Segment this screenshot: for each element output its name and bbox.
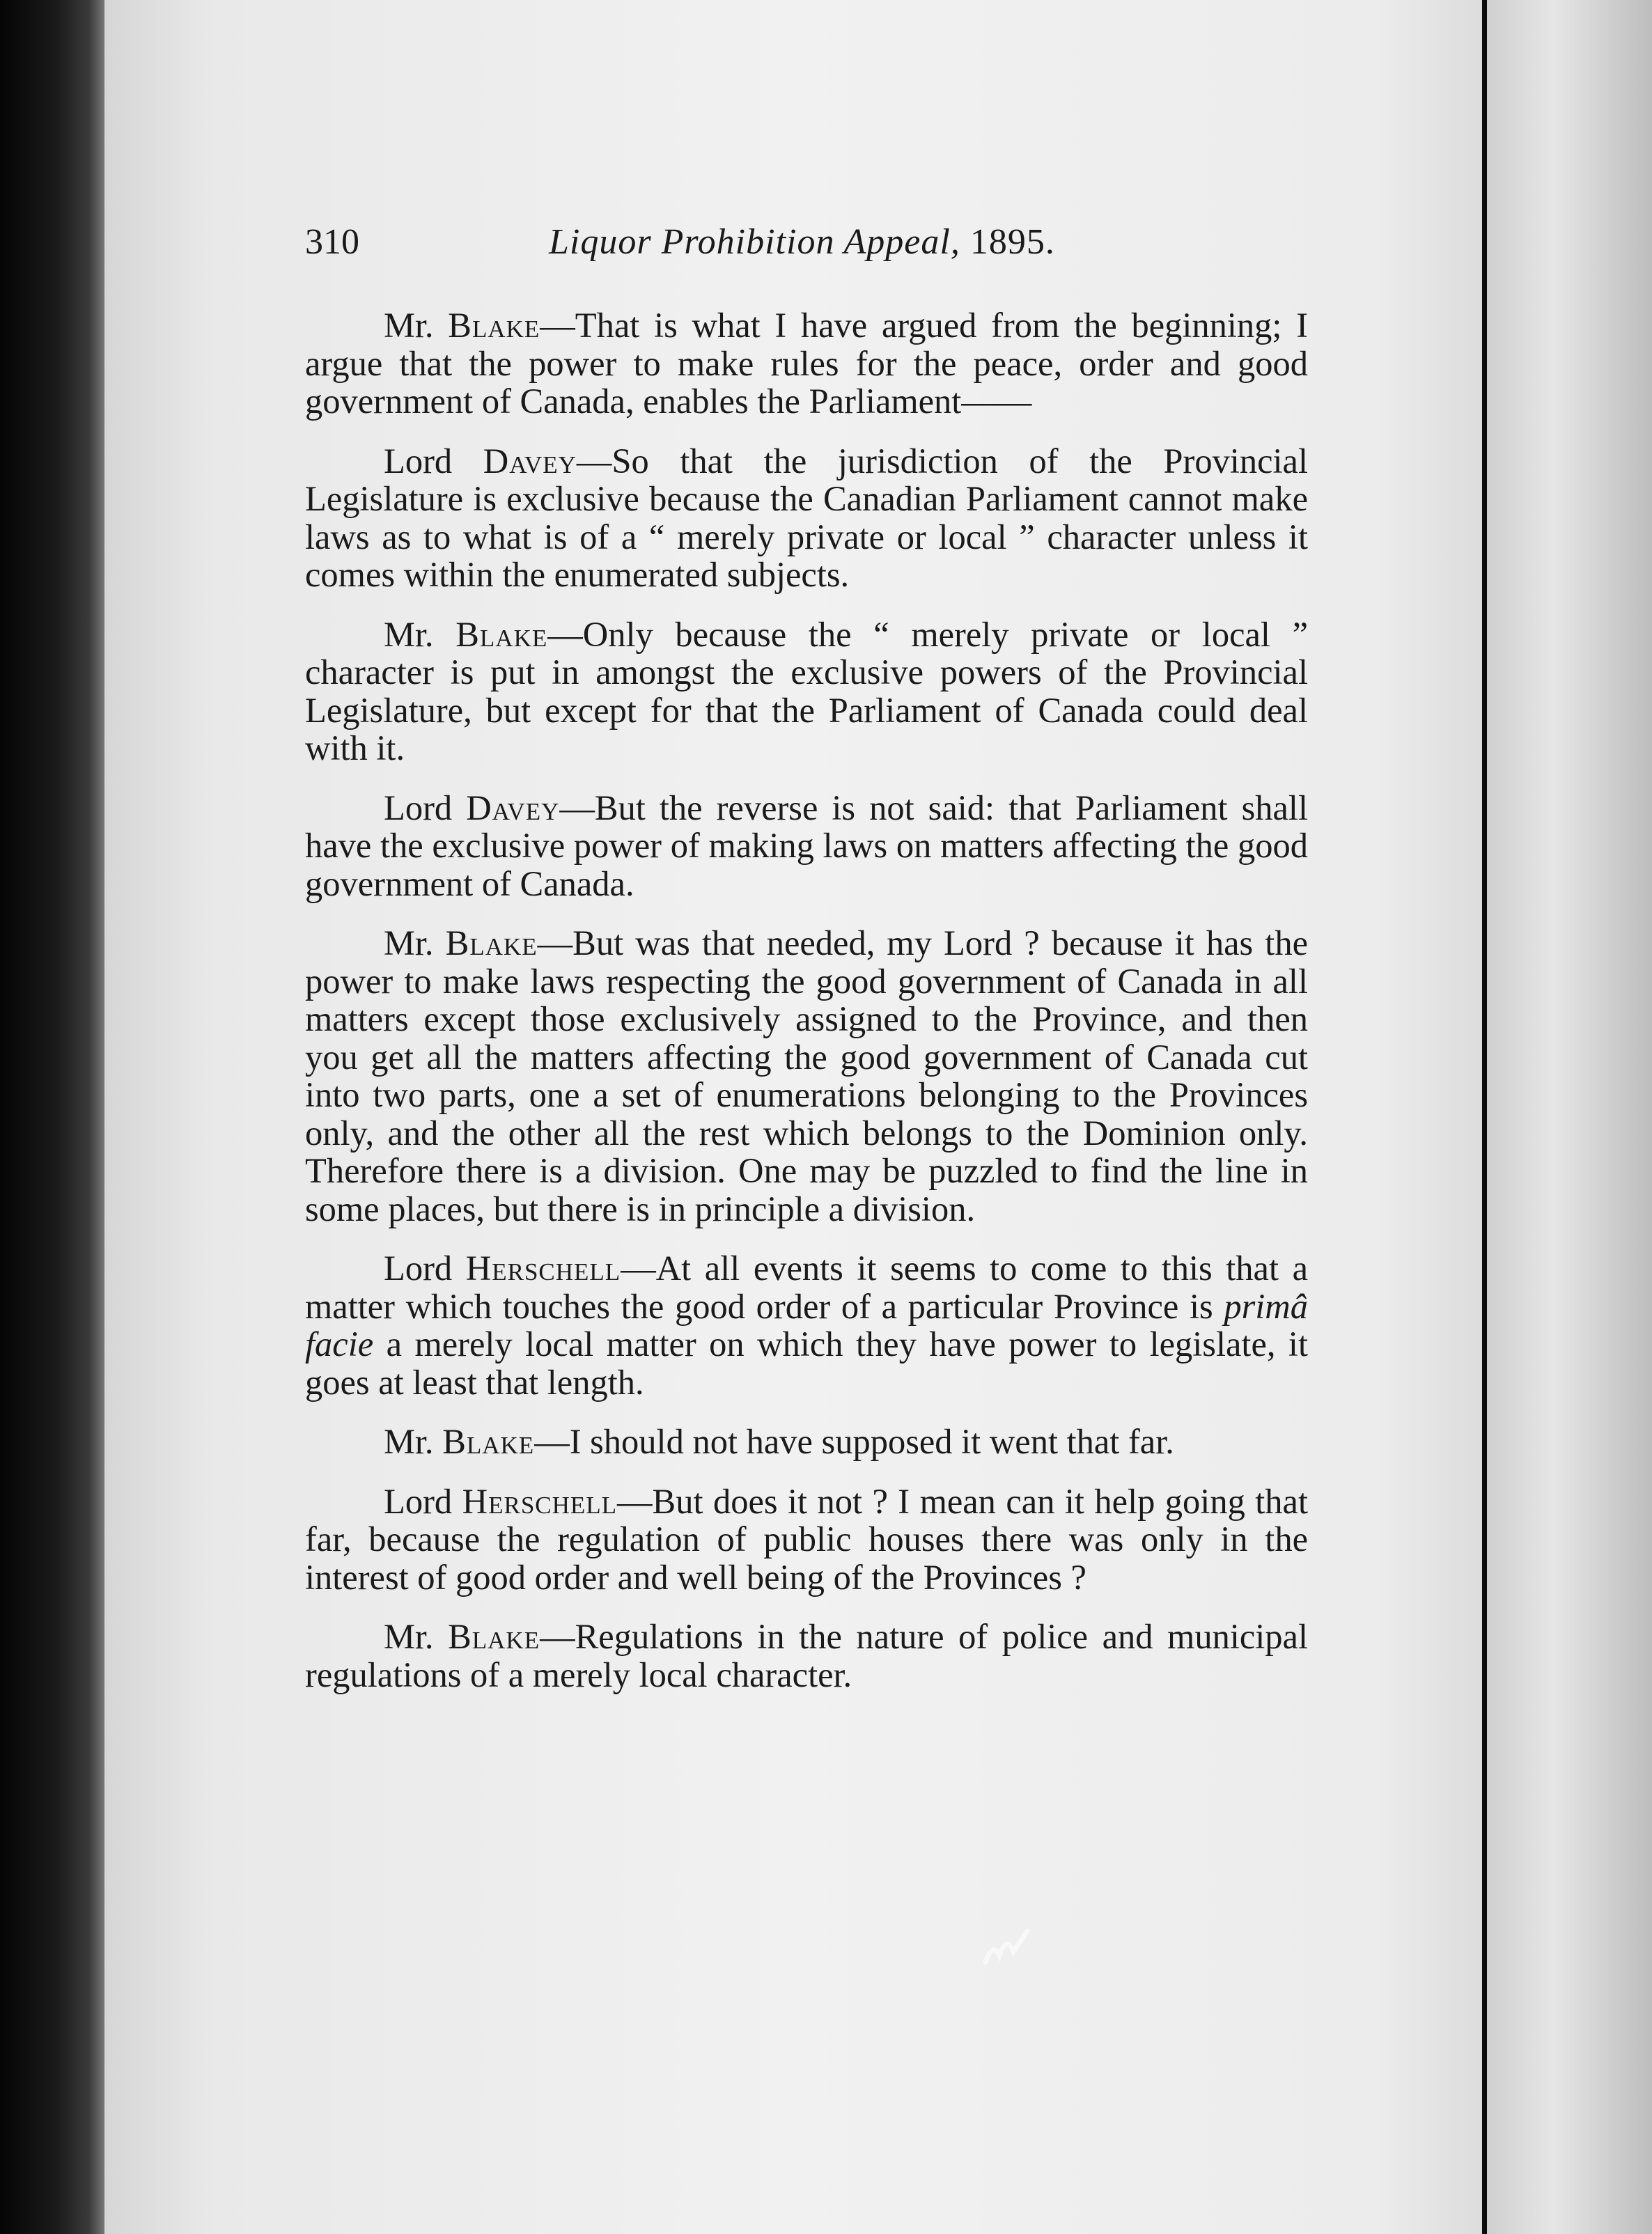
paragraph-text: —At all events it seems to come to this that a matter which touches the good order of a particular Province is bbox=[305, 1249, 1308, 1326]
speaker-name: Herschell bbox=[462, 1481, 618, 1521]
speaker-name: Blake bbox=[442, 1422, 535, 1461]
paragraph bbox=[305, 616, 1308, 767]
paragraph bbox=[305, 306, 1308, 421]
speaker-name: Davey bbox=[466, 788, 560, 827]
speaker-name: Blake bbox=[448, 1617, 540, 1656]
paragraph-text: —I should not have supposed it went that far. bbox=[534, 1422, 1174, 1461]
running-title bbox=[549, 221, 1055, 263]
page-number: 310 bbox=[305, 222, 359, 262]
facing-page-edge bbox=[1487, 0, 1652, 2234]
speaker-prefix: Mr. bbox=[384, 923, 434, 962]
running-title-year: 1895. bbox=[969, 222, 1055, 262]
running-title-text: Liquor Prohibition Appeal, bbox=[549, 222, 960, 262]
speaker-prefix: Lord bbox=[384, 788, 453, 827]
running-head bbox=[305, 221, 1308, 270]
paragraph-text: —That is what I have argued from the beginning; I argue that the power to make rules for the peace, order and good government of Canada, enables the Parliament—— bbox=[305, 306, 1309, 421]
paragraph bbox=[305, 789, 1308, 903]
page-edge-rule bbox=[1482, 0, 1487, 2234]
paragraph-text: —But the reverse is not said: that Parliament shall have the exclusive power of making laws on matters affecting the good government of Canada. bbox=[305, 788, 1308, 903]
paragraph-text: —But does it not ? I mean can it help going that far, because the regulation of public houses there was only in the interest of good order and well being of the Provinces ? bbox=[305, 1481, 1308, 1597]
speaker-name: Blake bbox=[445, 923, 538, 962]
paragraph bbox=[305, 1483, 1308, 1597]
paragraph-text: —But was that needed, my Lord ? because it has the power to make laws respecting the good government of Canada in all matters except those exclusively assigned to the Province, and then you get all the matters affecting the good government of Canada cut into two parts, one a set of enumerations belonging to the Provinces only, and the other all the rest which belongs to the Dominion only. Therefore there is a division. One may be puzzled to find the line in some places, but there is in principle a division. bbox=[305, 923, 1309, 1228]
speaker-name: Blake bbox=[448, 306, 540, 345]
paragraph-text: —So that the jurisdiction of the Provincial Legislature is exclusive because the Canadian Parliament cannot make laws as to what is of a “ merely private or local ” character unless it comes within the enumerated subjects. bbox=[305, 441, 1308, 594]
paragraph bbox=[305, 1423, 1308, 1461]
speaker-prefix: Lord bbox=[384, 1249, 453, 1288]
speaker-prefix: Mr. bbox=[384, 306, 434, 345]
binding-edge bbox=[0, 0, 104, 2234]
speaker-name: Herschell bbox=[465, 1249, 621, 1288]
paragraph-text: —Only because the “ merely private or local ” character is put in amongst the exclusive powers of the Provincial Legislature, but except for that the Parliament of Canada could deal with it. bbox=[305, 614, 1309, 767]
speaker-prefix: Lord bbox=[384, 441, 453, 481]
speaker-prefix: Mr. bbox=[384, 1617, 434, 1656]
speaker-name: Blake bbox=[455, 614, 548, 654]
paragraph-text: a merely local matter on which they have power to legislate, it goes at least that length. bbox=[305, 1325, 1308, 1402]
paragraph-text: —Regulations in the nature of police and municipal regulations of a merely local character. bbox=[305, 1617, 1309, 1694]
latin-phrase: primâ facie bbox=[305, 1286, 1308, 1364]
pencil-mark-icon bbox=[979, 1914, 1041, 1976]
paragraph bbox=[305, 442, 1308, 594]
speaker-prefix: Mr. bbox=[384, 614, 434, 654]
speaker-name: Davey bbox=[483, 441, 577, 481]
body-text bbox=[305, 306, 1308, 1715]
speaker-prefix: Mr. bbox=[384, 1422, 434, 1461]
speaker-prefix: Lord bbox=[384, 1481, 453, 1521]
paragraph bbox=[305, 1249, 1308, 1401]
paragraph bbox=[305, 924, 1308, 1228]
paragraph bbox=[305, 1618, 1308, 1694]
